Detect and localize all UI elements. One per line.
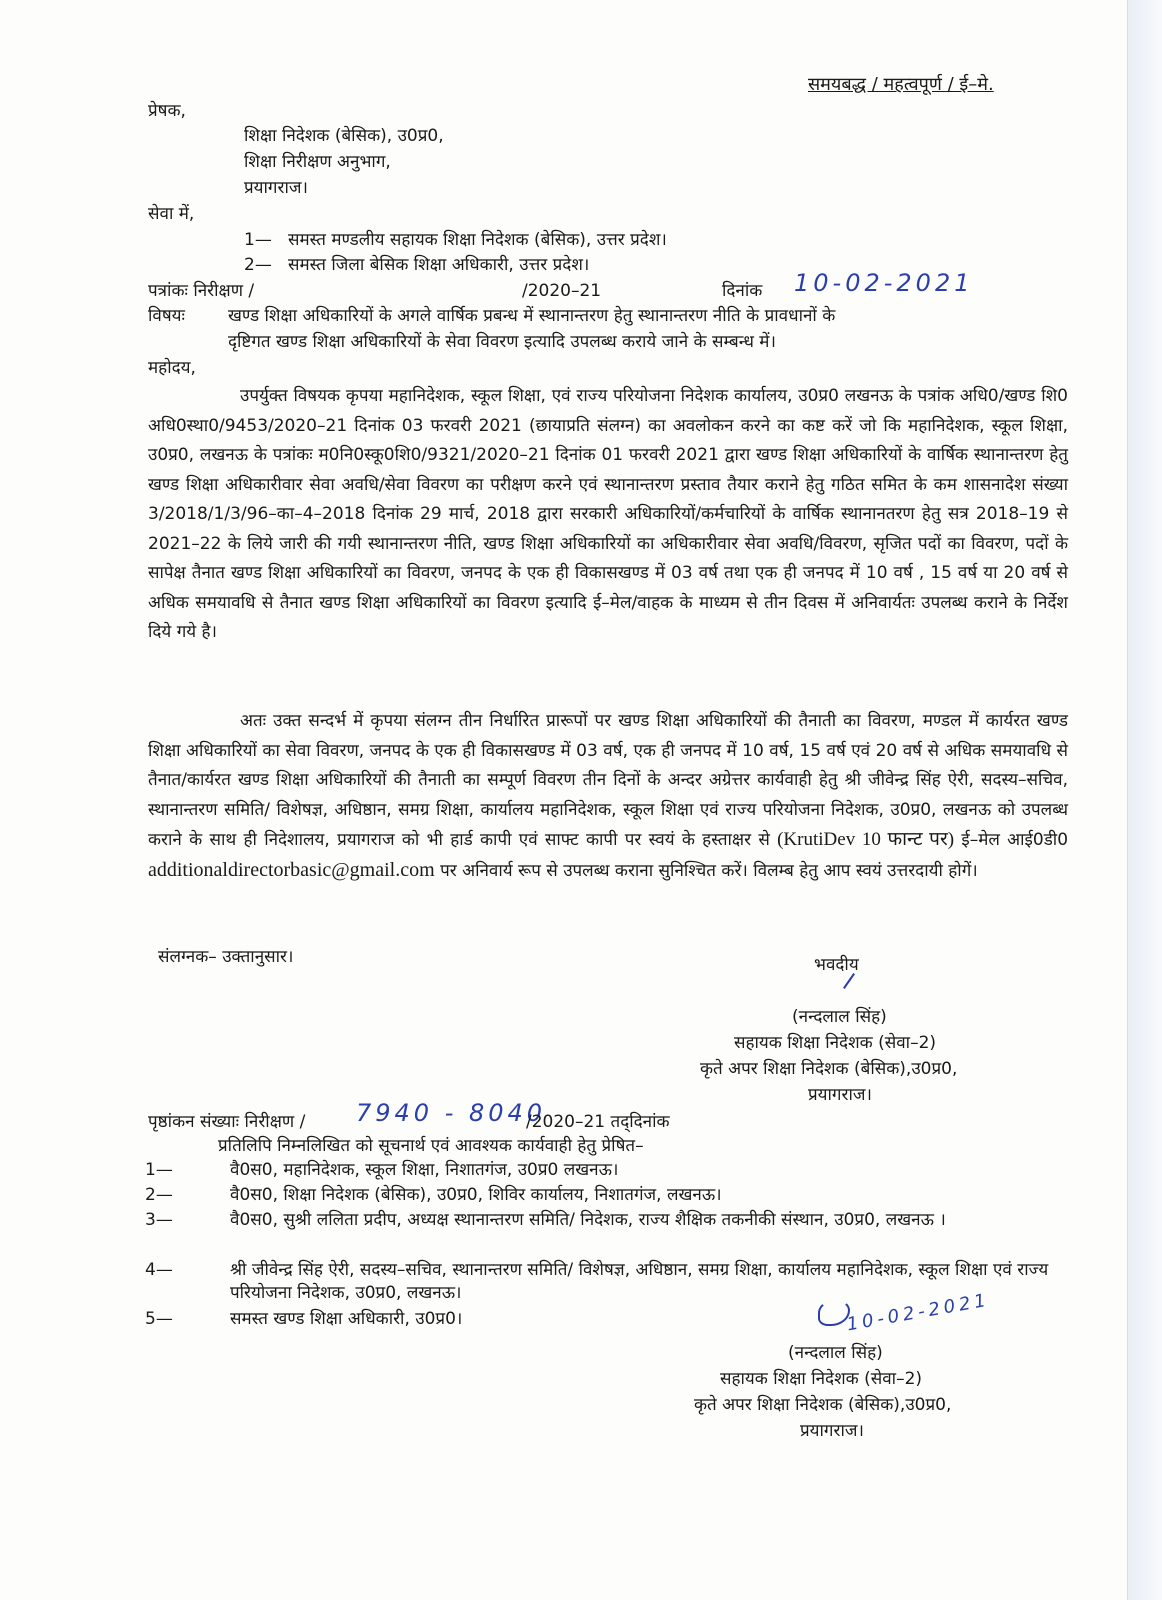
recipient-2-text: समस्त जिला बेसिक शिक्षा अधिकारी, उत्तर प्रदेश। bbox=[288, 255, 590, 275]
endorsement-item-4-num: 4— bbox=[145, 1260, 173, 1280]
endorsement-item-1-num: 1— bbox=[145, 1160, 173, 1180]
endorsement-item-4-text: श्री जीवेन्द्र सिंह ऐरी, सदस्य–सचिव, स्थानान्तरण समिति/ विशेषज्ञ, अधिष्ठान, समग्र शिक्षा, कार्यालय महानिदेशक, स्कूल शिक्षा एवं राज्य परियोजना निदेशक, उ0प्र0, लखनऊ। bbox=[230, 1260, 1049, 1303]
reference-date-handwritten: 10-02-2021 bbox=[794, 269, 974, 297]
recipient-1-num: 1— bbox=[244, 230, 272, 250]
subject-line-2: दृष्टिगत खण्ड शिक्षा अधिकारियों के सेवा विवरण इत्यादि उपलब्ध कराये जाने के सम्बन्ध में। bbox=[228, 332, 776, 352]
reference-date-label: दिनांक bbox=[722, 281, 763, 301]
closing-2-name: (नन्दलाल सिंह) bbox=[788, 1343, 883, 1363]
paragraph-2-body: अतः उक्त सन्दर्भ में कृपया संलग्न तीन निर्धारित प्रारूपों पर खण्ड शिक्षा अधिकारियों की तैनाती का विवरण, मण्डल में कार्यरत खण्ड शिक्षा अधिकारियों का सेवा विवरण, जनपद के एक ही विकासखण्ड में 03 वर्ष, एक ही जनपद में 10 वर्ष, 15 वर्ष एवं 20 वर्ष से अधिक समयावधि से तैनात/कार्यरत खण्ड शिक्षा अधिकारियों की तैनाती का सम्पूर्ण विवरण तीन दिनों के अन्दर अग्रेत्तर कार्यवाही हेतु श्री जीवेन्द्र सिंह ऐरी, सदस्य–सचिव, स्थानान्तरण समिति/ विशेषज्ञ, अधिष्ठान, समग्र शिक्षा, कार्यालय महानिदेशक, स्कूल शिक्षा एवं राज्य परियोजना निदेशक, उ0प्र0, लखनऊ को उपलब्ध कराने के साथ ही निदेशालय, प्रयागराज को भी हार्ड कापी एवं साफ्ट कापी पर स्वयं के हस्ताक्षर से bbox=[148, 711, 1068, 850]
sender-line-3: प्रयागराज। bbox=[244, 178, 308, 198]
salutation: महोदय, bbox=[148, 358, 196, 378]
paragraph-2-font-note: (KrutiDev 10 फान्ट पर) bbox=[777, 829, 955, 850]
recipient-1-text: समस्त मण्डलीय सहायक शिक्षा निदेशक (बेसिक), उत्तर प्रदेश। bbox=[288, 230, 667, 250]
sender-line-2: शिक्षा निरीक्षण अनुभाग, bbox=[244, 152, 391, 172]
paragraph-2 bbox=[148, 707, 1068, 886]
paragraph-1: उपर्युक्त विषयक कृपया महानिदेशक, स्कूल शिक्षा, एवं राज्य परियोजना निदेशक कार्यालय, उ0प्र0 लखनऊ के पत्रांक अधि0/खण्ड शि0 अधि0स्था0/9453/2020–21 दिनांक 03 फरवरी 2021 (छायाप्रति संलग्न) का अवलोकन करने का कष्ट करें जो कि महानिदेशक, स्कूल शिक्षा, उ0प्र0, लखनऊ के पत्रांकः म0नि0स्कू0शि0/9321/2020–21 दिनांक 01 फरवरी 2021 द्वारा खण्ड शिक्षा अधिकारियों के वार्षिक स्थानान्तरण हेतु खण्ड शिक्षा अधिकारीवार सेवा अवधि/सेवा विवरण का परीक्षण करने एवं स्थानान्तरण प्रस्ताव तैयार कराने हेतु गठित समित के कम शासनादेश संख्या 3/2018/1/3/96–का–4–2018 दिनांक 29 मार्च, 2018 द्वारा सरकारी अधिकारियों/कर्मचारियों के वार्षिक स्थानानतरण हेतु सत्र 2018–19 से 2021–22 के लिये जारी की गयी स्थानान्तरण नीति, खण्ड शिक्षा अधिकारियों का अधिकारीवार सेवा अवधि/विवरण, सृजित पदों का विवरण, पदों के सापेक्ष तैनात खण्ड शिक्षा अधिकारियों का विवरण, जनपद के एक ही विकासखण्ड में 03 वर्ष तथा एक ही जनपद में 10 वर्ष , 15 वर्ष या 20 वर्ष से अधिक समयावधि से तैनात खण्ड शिक्षा अधिकारियों का विवरण इत्यादि ई–मेल/वाहक के माध्यम से तीन दिवस में अनिवार्यतः उपलब्ध कराने के निर्देश दिये गये है। bbox=[148, 386, 1068, 642]
closing-2-for-line: कृते अपर शिक्षा निदेशक (बेसिक),उ0प्र0, bbox=[694, 1395, 952, 1415]
endorsement-label: पृष्ठांकन संख्याः निरीक्षण / bbox=[148, 1112, 306, 1132]
enclosure: संलग्नक– उक्तानुसार। bbox=[158, 947, 294, 967]
reference-label: पत्रांकः निरीक्षण / bbox=[148, 281, 255, 301]
closing-for-line: कृते अपर शिक्षा निदेशक (बेसिक),उ0प्र0, bbox=[700, 1059, 958, 1079]
closing-name: (नन्दलाल सिंह) bbox=[792, 1007, 887, 1027]
endorsement-item-1-text: वै0स0, महानिदेशक, स्कूल शिक्षा, निशातगंज, उ0प्र0 लखनऊ। bbox=[230, 1160, 619, 1180]
subject-label: विषयः bbox=[148, 306, 185, 326]
paragraph-2-closing: पर अनिवार्य रूप से उपलब्ध कराना सुनिश्चित करें। विलम्ब हेतु आप स्वयं उत्तरदायी होगें। bbox=[440, 860, 978, 881]
endorsement-item-3-num: 3— bbox=[145, 1210, 173, 1230]
reference-year: /2020–21 bbox=[522, 281, 602, 301]
endorsement-item-5-text: समस्त खण्ड शिक्षा अधिकारी, उ0प्र0। bbox=[230, 1309, 463, 1329]
email-address: additionaldirectorbasic@gmail.com bbox=[148, 858, 435, 881]
subject-line-1: खण्ड शिक्षा अधिकारियों के अगले वार्षिक प्रबन्ध में स्थानान्तरण हेतु स्थानान्तरण नीति के प्रावधानों के bbox=[228, 306, 836, 326]
closing-2-place: प्रयागराज। bbox=[800, 1421, 864, 1441]
paragraph-2-email-label: ई–मेल आई0डी0 bbox=[961, 830, 1069, 850]
endorsement-year-date: /2020–21 तद्‌दिनांक bbox=[526, 1112, 670, 1132]
closing-2-designation: सहायक शिक्षा निदेशक (सेवा–2) bbox=[720, 1369, 923, 1389]
header-priority-tag: समयबद्ध / महत्वपूर्ण / ई–मे. bbox=[808, 74, 994, 95]
closing-designation: सहायक शिक्षा निदेशक (सेवा–2) bbox=[734, 1033, 937, 1053]
recipients-label: सेवा में, bbox=[148, 204, 195, 224]
sender-label: प्रेषक, bbox=[148, 101, 186, 121]
endorsement-item-2-text: वै0स0, शिक्षा निदेशक (बेसिक), उ0प्र0, शिविर कार्यालय, निशातगंज, लखनऊ। bbox=[230, 1185, 722, 1205]
endorsement-item-2-num: 2— bbox=[145, 1185, 173, 1205]
closing-place: प्रयागराज। bbox=[808, 1085, 872, 1105]
scan-edge bbox=[1127, 0, 1162, 1600]
endorsement-intro: प्रतिलिपि निम्नलिखित को सूचनार्थ एवं आवश्यक कार्यवाही हेतु प्रेषित– bbox=[218, 1136, 644, 1156]
sender-line-1: शिक्षा निदेशक (बेसिक), उ0प्र0, bbox=[244, 126, 444, 146]
endorsement-item-5-num: 5— bbox=[145, 1309, 173, 1329]
closing-2-signature-date: 10-02-2021 bbox=[845, 1289, 992, 1336]
closing-bhavdiya: भवदीय bbox=[814, 955, 859, 975]
endorsement-number-handwritten: 7940 - 8040 bbox=[356, 1099, 547, 1127]
recipient-2-num: 2— bbox=[244, 255, 272, 275]
endorsement-item-3-text: वै0स0, सुश्री ललिता प्रदीप, अध्यक्ष स्थानान्तरण समिति/ निदेशक, राज्य शैक्षिक तकनीकी संस्थान, उ0प्र0, लखनऊ । bbox=[230, 1210, 946, 1230]
